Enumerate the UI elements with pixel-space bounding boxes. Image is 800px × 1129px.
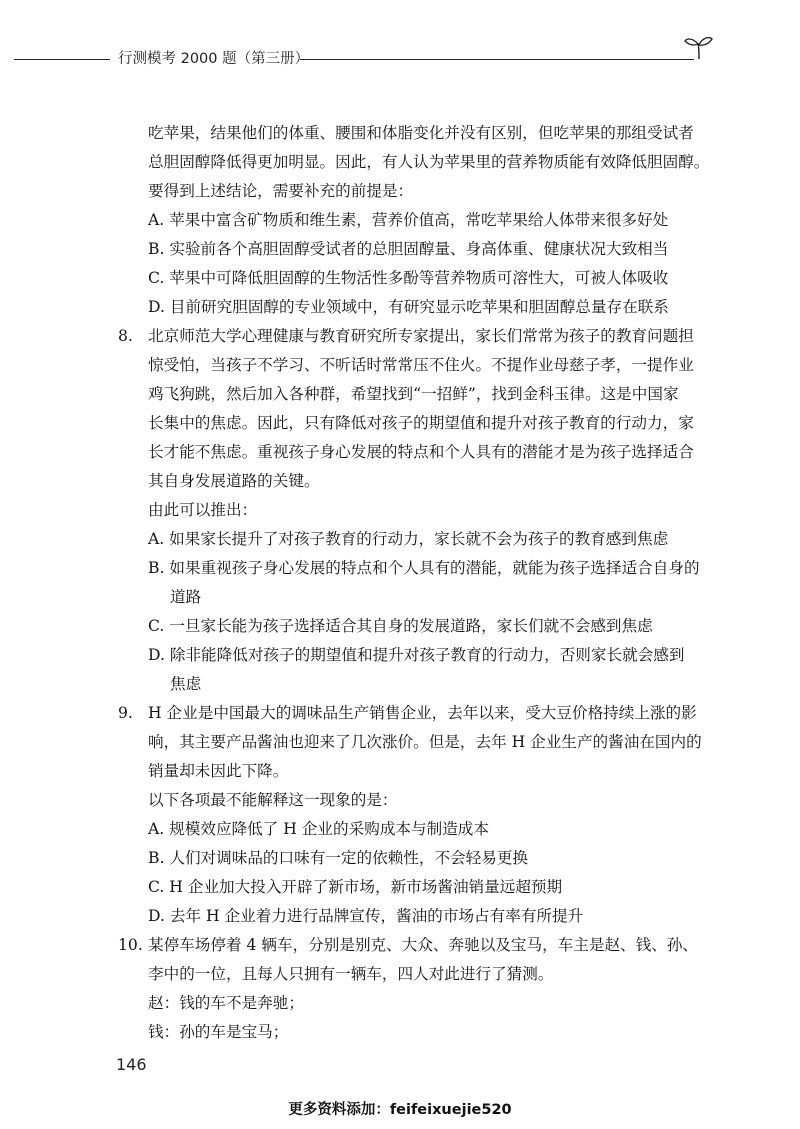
q9-stem-line: 响，其主要产品酱油也迎来了几次涨价。但是，去年 H 企业生产的酱油在国内的 xyxy=(148,733,702,751)
q10-stem-line: 某停车场停着 4 辆车，分别是别克、大众、奔驰以及宝马，车主是赵、钱、孙、 xyxy=(148,936,699,954)
page-body xyxy=(118,119,718,1047)
q9-stem-line: 销量却未因此下降。 xyxy=(148,762,289,780)
q8-stem-line: 其自身发展道路的关键。 xyxy=(148,472,320,490)
q10-statement: 钱：孙的车是宝马； xyxy=(148,1023,289,1041)
question-9 xyxy=(118,699,718,931)
q9-option-b: B. 人们对调味品的口味有一定的依赖性，不会轻易更换 xyxy=(148,849,529,867)
q10-stem-line: 李中的一位，且每人只拥有一辆车，四人对此进行了猜测。 xyxy=(148,965,554,983)
q7-stem-line: 总胆固醇降低得更加明显。因此，有人认为苹果里的营养物质能有效降低胆固醇。 xyxy=(148,153,710,171)
q8-stem-line: 北京师范大学心理健康与教育研究所专家提出，家长们常常为孩子的教育问题担 xyxy=(148,327,694,345)
q9-option-c: C. H 企业加大投入开辟了新市场，新市场酱油销量远超预期 xyxy=(148,878,563,896)
q8-option-d: D. 除非能降低对孩子的期望值和提升对孩子教育的行动力，否则家长就会感到 xyxy=(148,646,685,664)
q8-option-c: C. 一旦家长能为孩子选择适合其自身的发展道路，家长们就不会感到焦虑 xyxy=(148,617,653,635)
header-rule-right xyxy=(300,59,694,60)
q8-stem-line: 惊受怕，当孩子不学习、不听话时常常压不住火。不提作业母慈子孝，一提作业 xyxy=(148,356,694,374)
q8-stem-line: 长才能不焦虑。重视孩子身心发展的特点和个人具有的潜能才是为孩子选择适合 xyxy=(148,443,694,461)
q9-stem-line: H 企业是中国最大的调味品生产销售企业，去年以来，受大豆价格持续上涨的影 xyxy=(148,704,697,722)
q8-option-b-continued: 道路 xyxy=(170,588,202,606)
q9-option-d: D. 去年 H 企业着力进行品牌宣传，酱油的市场占有率有所提升 xyxy=(148,907,584,925)
q7-stem-line: 要得到上述结论，需要补充的前提是： xyxy=(148,182,414,200)
q8-prompt: 由此可以推出： xyxy=(148,501,258,519)
q8-option-a: A. 如果家长提升了对孩子教育的行动力，家长就不会为孩子的教育感到焦虑 xyxy=(148,530,669,548)
q7-option-d: D. 目前研究胆固醇的专业领域中，有研究显示吃苹果和胆固醇总量存在联系 xyxy=(148,298,669,316)
q10-statement: 赵：钱的车不是奔驰； xyxy=(148,994,304,1012)
q8-option-d-continued: 焦虑 xyxy=(170,675,202,693)
running-header xyxy=(0,48,800,70)
q8-stem-line: 鸡飞狗跳，然后加入各种群，希望找到“一招鲜”，找到金科玉律。这是中国家 xyxy=(148,385,679,403)
q7-option-a: A. 苹果中富含矿物质和维生素，营养价值高，常吃苹果给人体带来很多好处 xyxy=(148,211,669,229)
question-number: 10. xyxy=(118,936,143,954)
footer-note: 更多资料添加：feifeixuejie520 xyxy=(288,1102,512,1118)
sprout-icon xyxy=(684,34,714,60)
book-title: 行测模考 2000 题（第三册） xyxy=(118,51,310,67)
question-10 xyxy=(118,931,718,1047)
q7-option-b: B. 实验前各个高胆固醇受试者的总胆固醇量、身高体重、健康状况大致相当 xyxy=(148,240,669,258)
q7-stem-line: 吃苹果，结果他们的体重、腰围和体脂变化并没有区别，但吃苹果的那组受试者 xyxy=(148,124,694,142)
question-number: 8. xyxy=(118,327,133,345)
question-number: 9. xyxy=(118,704,133,722)
q8-stem-line: 长集中的焦虑。因此，只有降低对孩子的期望值和提升对孩子教育的行动力，家 xyxy=(148,414,694,432)
page-number: 146 xyxy=(116,1055,147,1074)
question-8 xyxy=(118,322,718,699)
q9-prompt: 以下各项最不能解释这一现象的是： xyxy=(148,791,398,809)
q9-option-a: A. 规模效应降低了 H 企业的采购成本与制造成本 xyxy=(148,820,489,838)
q7-option-c: C. 苹果中可降低胆固醇的生物活性多酚等营养物质可溶性大，可被人体吸收 xyxy=(148,269,669,287)
q8-option-b: B. 如果重视孩子身心发展的特点和个人具有的潜能，就能为孩子选择适合自身的 xyxy=(148,559,700,577)
header-rule-left xyxy=(14,59,110,60)
question-7 xyxy=(148,119,718,322)
